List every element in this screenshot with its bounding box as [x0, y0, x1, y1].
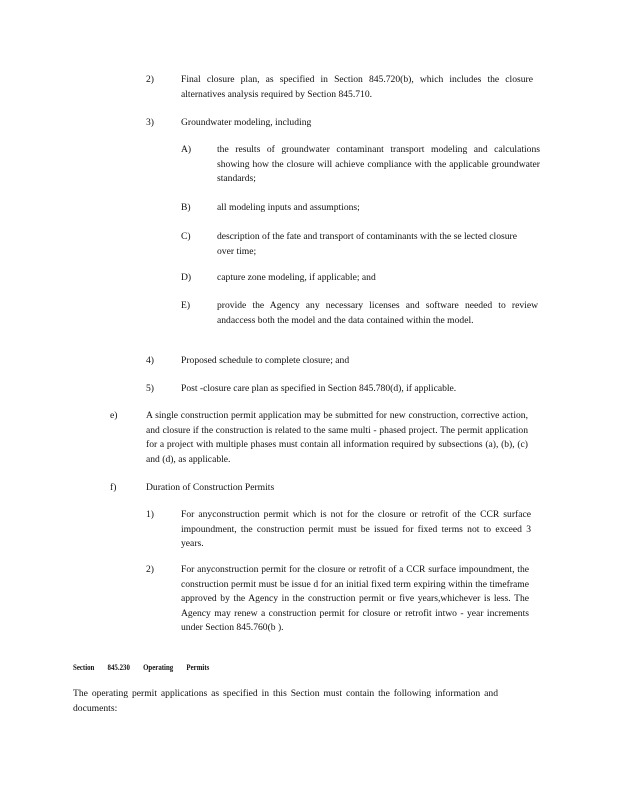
item-text: For anyconstruction permit which is not for the closure or retrofit of the CCR surface impoundment, the construction permit must be issued for fixed terms not to exceed 3 years. — [181, 509, 531, 549]
item-label: 4) — [146, 355, 154, 366]
section-heading: Section 845.230 Operating Permits — [73, 663, 210, 672]
subsection-label: f) — [110, 482, 117, 493]
item-text: Post -closure care plan as specified in Section 845.780(d), if applicable. — [181, 383, 457, 394]
sub-item-text: all modeling inputs and assumptions; — [217, 202, 360, 213]
sub-item-label: B) — [181, 202, 191, 213]
item-label: 1) — [146, 509, 154, 520]
sub-item-label: D) — [181, 272, 192, 283]
sub-item-text: provide the Agency any necessary licenses and software needed to review andaccess both the model and the data contained within the model. — [217, 300, 538, 326]
item-text: Final closure plan, as specified in Section 845.720(b), which includes the closure alternatives analysis required by Section 845.710. — [181, 74, 533, 100]
sub-item-label: A) — [181, 144, 192, 155]
item-label: 5) — [146, 383, 154, 394]
item-text: Groundwater modeling, including — [181, 117, 312, 128]
sub-item-text: the results of groundwater contaminant transport modeling and calculations showing how the closure will achieve compliance with the applicable groundwater standards; — [217, 144, 540, 184]
sub-item-text: capture zone modeling, if applicable; and — [217, 272, 376, 283]
subsection-title: Duration of Construction Permits — [146, 482, 275, 493]
item-label: 2) — [146, 74, 154, 85]
item-label: 2) — [146, 564, 154, 575]
item-text: Proposed schedule to complete closure; and — [181, 355, 350, 366]
subsection-label: e) — [110, 410, 118, 421]
intro-paragraph: The operating permit applications as specified in this Section must contain the following information and documents: — [73, 688, 498, 714]
item-label: 3) — [146, 117, 154, 128]
subsection-text: A single construction permit application may be submitted for new construction, corrective action, and closure if the construction is related to the same multi - phased project. The permit application for a project with multiple phases must contain all information required by subsections (a), (b), (c) and (d), as applicable. — [146, 410, 528, 465]
sub-item-label: C) — [181, 231, 191, 242]
item-text: For anyconstruction permit for the closure or retrofit of a CCR surface impoundment, the construction permit must be issue d for an initial fixed term expiring within the timeframe approved by the Agency in the construction permit or five years,whichever is less. The Agency may renew a construction permit for closure or retrofit intwo - year increments under Section 845.760(b ). — [181, 564, 529, 633]
sub-item-text: description of the fate and transport of contaminants with the se lected closure over time; — [217, 231, 517, 257]
sub-item-label: E) — [181, 300, 191, 311]
